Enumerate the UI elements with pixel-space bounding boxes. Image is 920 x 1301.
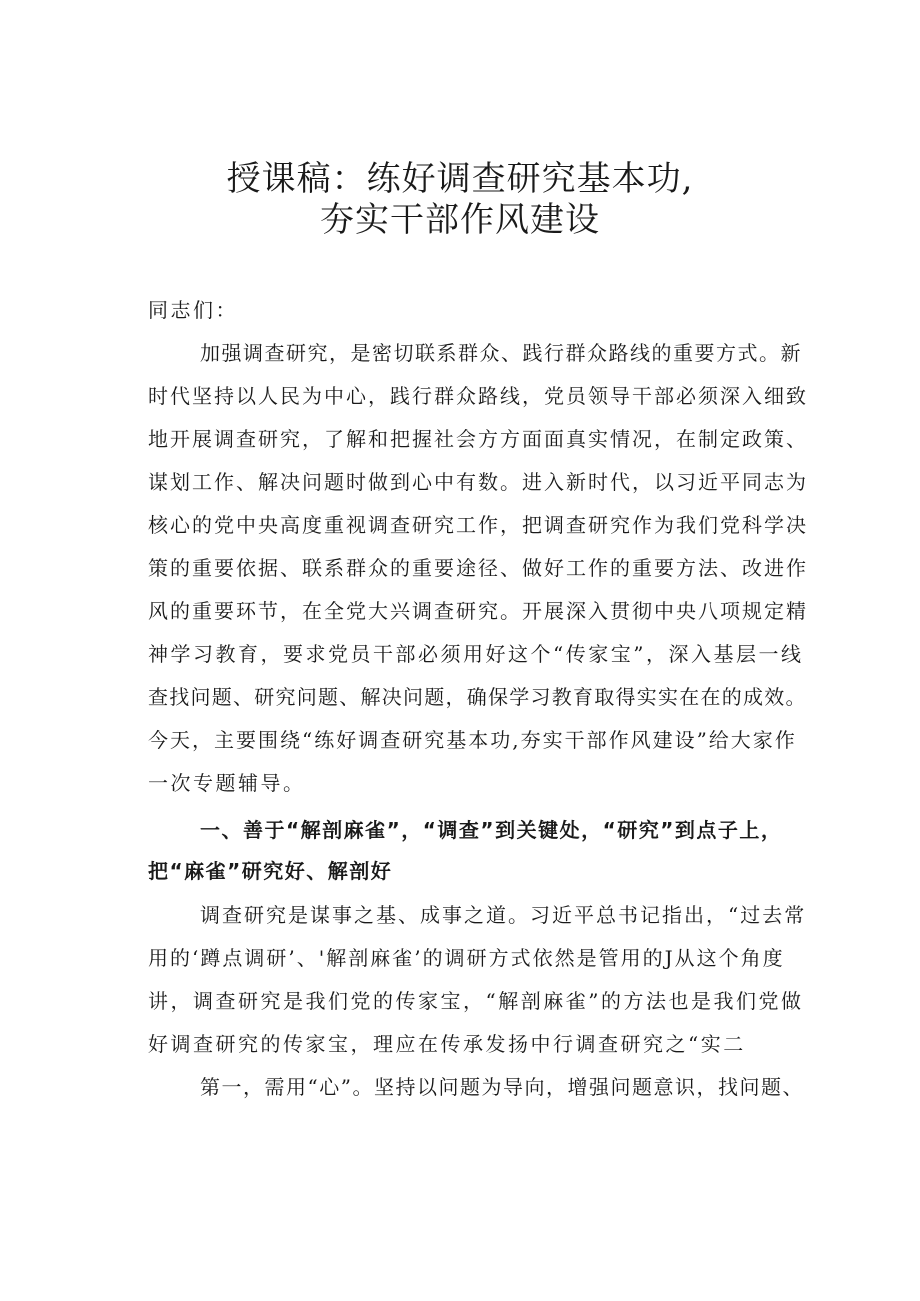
section-line: 讲，调查研究是我们党的传家宝，“解剖麻雀”的方法也是我们党做 [148, 989, 804, 1013]
section-line: 第一，需用“心”。坚持以问题为导向，增强问题意识，找问题、 [200, 1075, 804, 1099]
document-title-line-2: 夯实干部作风建设 [320, 200, 600, 240]
salutation: 同志们： [148, 298, 238, 322]
body-line: 策的重要依据、联系群众的重要途径、做好工作的重要方法、改进作 [148, 556, 808, 580]
body-line: 神学习教育，要求党员干部必须用好这个“传家宝”，深入基层一线 [148, 642, 804, 666]
body-line: 核心的党中央高度重视调查研究工作，把调查研究作为我们党科学决 [148, 513, 808, 537]
document-title-line-1: 授课稿：练好调查研究基本功, [226, 159, 694, 199]
section-line: 调查研究是谋事之基、成事之道。习近平总书记指出，“过去常 [200, 903, 807, 927]
body-line: 地开展调查研究，了解和把握社会方方面面真实情况，在制定政策、 [148, 427, 808, 451]
section-heading-line: 把“麻雀”研究好、解剖好 [148, 859, 393, 883]
section-line: 好调查研究的传家宝，理应在传承发扬中行调查研究之“实二 [148, 1032, 746, 1056]
body-line: 加强调查研究，是密切联系群众、践行群众路线的重要方式。新 [200, 341, 802, 365]
body-line: 查找问题、研究问题、解决问题，确保学习教育取得实实在在的成效。 [148, 685, 807, 709]
body-line: 风的重要环节，在全党大兴调查研究。开展深入贯彻中央八项规定精 [148, 599, 808, 623]
body-line: 一次专题辅导。 [148, 771, 306, 795]
section-line: 用的‘蹲点调研’、'解剖麻雀’的调研方式依然是管用的J从这个角度 [148, 946, 785, 970]
body-line: 今天，主要围绕“练好调查研究基本功,夯实干部作风建设”给大家作 [148, 728, 797, 752]
body-line: 时代坚持以人民为中心，践行群众路线，党员领导干部必须深入细致 [148, 384, 808, 408]
section-heading-line: 一、善于“解剖麻雀”，“调查”到关键处，“研究”到点子上， [200, 818, 783, 842]
body-line: 谋划工作、解决问题时做到心中有数。进入新时代，以习近平同志为 [148, 470, 808, 494]
